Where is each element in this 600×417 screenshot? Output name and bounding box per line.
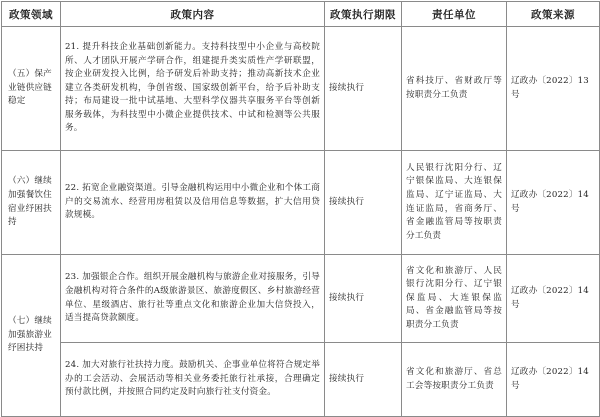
- domain-cell: [2, 255, 61, 417]
- content-cell: 22. 拓宽企业融资渠道。引导金融机构运用中小微企业和个体工商户的交易流水、经营用房租赁以及信用信息等数据，扩大信用贷款规模。: [61, 151, 325, 255]
- source-cell: 辽政办〔2022〕14号: [507, 151, 600, 255]
- content-cell: 24. 加大对旅行社扶持力度。鼓励机关、企事业单位将符合规定举办的工会活动、会展活动等相关业务委托旅行社承接，合理确定预付款比例，并按照合同约定及时向旅行社支付资金。: [61, 343, 325, 417]
- unit-cell: 省文化和旅游厅、省总工会等按职责分工负责: [402, 343, 507, 417]
- unit-cell: 人民银行沈阳分行、辽宁银保监局、大连银保监局、辽宁证监局、大连证监局，省商务厅、省金融监管局等按职责分工负责: [402, 151, 507, 255]
- header-period: 政策执行期限: [325, 2, 402, 27]
- period-cell: 接续执行: [325, 151, 402, 255]
- header-domain: 政策领域: [2, 2, 61, 27]
- unit-cell: 省科技厅、省财政厅等按职责分工负责: [402, 27, 507, 151]
- table-row: [2, 343, 600, 417]
- table-row: [2, 151, 600, 255]
- unit-cell: 省文化和旅游厅、人民银行沈阳分行、辽宁银保监局、大连银保监局、省金融监管局等按职责分工负责: [402, 255, 507, 343]
- domain-cell: [2, 27, 61, 151]
- table-row: [2, 255, 600, 343]
- header-source: 政策来源: [507, 2, 600, 27]
- domain-text: （七）继续加强旅游业纾困扶持: [8, 316, 52, 354]
- source-cell: 辽政办〔2022〕14号: [507, 255, 600, 343]
- domain-cell: [2, 151, 61, 255]
- period-cell: 接续执行: [325, 255, 402, 343]
- source-cell: 辽政办〔2022〕13号: [507, 27, 600, 151]
- header-unit: 责任单位: [402, 2, 507, 27]
- table-row: [2, 27, 600, 151]
- policy-table: [1, 1, 600, 417]
- period-cell: 接续执行: [325, 27, 402, 151]
- content-cell: 21. 提升科技企业基础创新能力。支持科技型中小企业与高校院所、人才团队开展产学研合作，组建提升类实质性产学研联盟，按企业研发投入比例，给予研发后补助支持；推动高新技术企业建立各类研发机构，争创省级、国家级创新平台，给予后补助支持；布局建设一批中试基地、大型科学仪器共享服务平台等创新服务载体，为科技型中小微企业提供技术、中试和检测等公共服务。: [61, 27, 325, 151]
- header-content: 政策内容: [61, 2, 325, 27]
- domain-text: （五）保产业链供应链稳定: [8, 69, 52, 107]
- source-cell: 辽政办〔2022〕14号: [507, 343, 600, 417]
- period-cell: 接续执行: [325, 343, 402, 417]
- content-cell: 23. 加强银企合作。组织开展金融机构与旅游企业对接服务，引导金融机构对符合条件的A级旅游景区、旅游度假区、乡村旅游经营单位、星级酒店、旅行社等重点文化和旅游企业加大信贷投入，适当提高贷款额度。: [61, 255, 325, 343]
- domain-text: （六）继续加强餐饮住宿业纾困扶持: [8, 176, 52, 228]
- header-row: [2, 2, 600, 27]
